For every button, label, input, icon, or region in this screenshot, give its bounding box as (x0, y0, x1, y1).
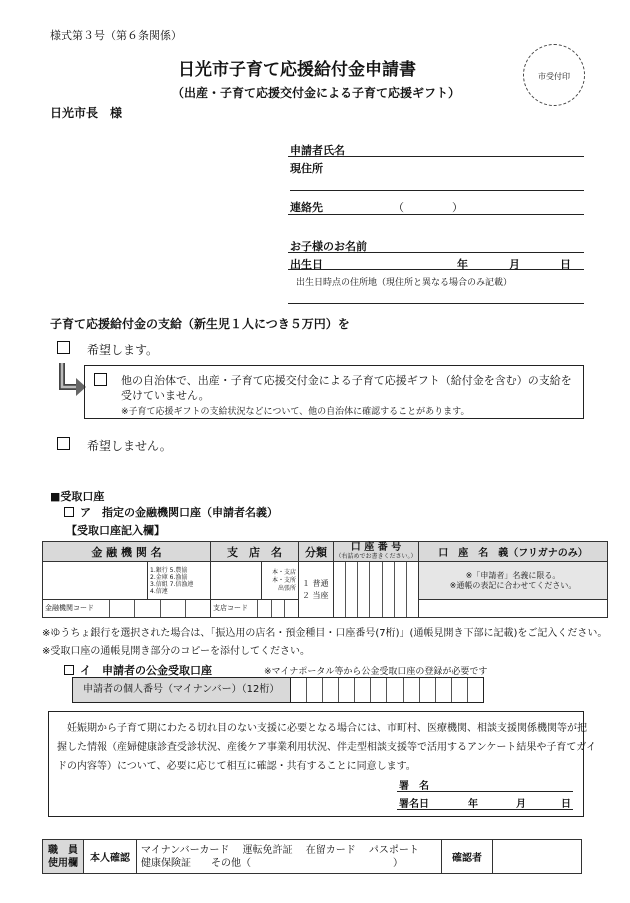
option-i-label: イ 申請者の公金受取口座 (80, 664, 212, 677)
sign-day: 日 (561, 799, 571, 810)
yucho-note: ※ゆうちょ銀行を選択された場合は、「振込用の店名・預金種目・口座番号(7桁)」(通帳見開き下部に記載)をご記入ください。 (42, 628, 608, 639)
desire-label: 希望します。 (87, 343, 159, 357)
birth-address-label: 出生日時点の住所地（現住所と異なる場合のみ記載） (296, 278, 513, 288)
bank-type-option: 1.銀行 5.農協 (150, 566, 188, 574)
option-a-checkbox[interactable] (64, 507, 74, 517)
birth-month: 月 (509, 258, 520, 271)
option-i-checkbox[interactable] (64, 665, 74, 675)
sign-year: 年 (468, 799, 478, 810)
no-desire-checkbox[interactable] (57, 437, 70, 450)
copy-note: ※受取口座の通帳見開き部分のコピーを添付してください。 (42, 646, 310, 657)
account-number-header (334, 542, 419, 562)
other-municipality-box (84, 365, 584, 419)
sign-month: 月 (516, 799, 526, 810)
bank-name-cell[interactable] (43, 562, 148, 600)
id-documents-line-1: マイナンバーカード 運転免許証 在留カード パスポート (141, 844, 419, 856)
bank-type-option: 2.金庫 6.漁協 (150, 573, 188, 581)
other-municipality-line2: 受けていません。 (121, 389, 210, 402)
no-desire-label: 希望しません。 (87, 439, 172, 453)
id-check-label: 本人確認 (84, 840, 137, 874)
contact-paren-open: （ (393, 201, 404, 214)
bank-code-cell[interactable] (43, 600, 211, 618)
account-type-option: １ 普通 (302, 578, 329, 588)
staff-label-2: 使用欄 (48, 857, 78, 869)
bank-type-option: 3.信組 7.信漁連 (150, 580, 194, 588)
checker-label: 確認者 (442, 840, 493, 874)
staff-label-1: 職 員 (48, 844, 78, 856)
address-label: 現住所 (290, 162, 323, 175)
branch-code-label: 支店コード (211, 600, 258, 617)
entry-heading: 【受取口座記入欄】 (66, 524, 165, 537)
branch-name-cell[interactable] (211, 562, 262, 600)
bank-account-table (42, 541, 608, 618)
id-documents-line-2: 健康保険証 その他（ (141, 857, 251, 869)
bank-type-list (148, 562, 211, 600)
city-stamp-circle (523, 44, 585, 106)
holder-note-cell (419, 562, 608, 600)
account-number-header-label: 口 座 番 号 (350, 541, 402, 553)
consent-line-2: 握した情報（産婦健康診査受診状況、産後ケア事業利用状況、伴走型相談支援等で活用するアンケート結果や子育てガイ (57, 742, 597, 753)
page-title: 日光市子育て応援給付金申請書 (178, 60, 416, 80)
checker-cell[interactable] (493, 840, 582, 874)
desire-checkbox[interactable] (57, 341, 70, 354)
option-a-label: ア 指定の金融機関口座（申請者名義） (80, 506, 278, 519)
signature-label: 署 名 (399, 781, 429, 792)
type-header: 分類 (299, 542, 334, 562)
account-type-option: ２ 当座 (302, 590, 329, 600)
other-municipality-note: ※子育て応援ギフトの支給状況などについて、他の自治体に確認することがあります。 (121, 407, 470, 417)
birth-year: 年 (457, 258, 468, 271)
consent-line-1: 妊娠期から子育て期にわたる切れ目のない支援に必要となる場合には、市町村、医療機関、相談支援関係機関等が把 (57, 723, 587, 734)
account-type-list (299, 562, 334, 618)
sign-date-label: 署名日 (399, 799, 429, 810)
consent-box (48, 711, 597, 817)
payment-statement: 子育て応援給付金の支給（新生児１人につき５万円）を (50, 317, 350, 331)
child-name-label: お子様のお名前 (290, 240, 367, 253)
mynumber-label: 申請者の個人番号（マイナンバー）（12桁） (73, 678, 291, 702)
other-municipality-line1: 他の自治体で、出産・子育て応援交付金による子育て応援ギフト（給付金を含む）の支給を (121, 374, 572, 387)
branch-type-option: 本・支店 (271, 568, 296, 576)
mynumber-input-cells[interactable] (291, 678, 483, 702)
holder-note-2: ※通帳の表記に合わせてください。 (449, 580, 577, 590)
bank-code-label: 金融機関コード (43, 600, 110, 617)
city-stamp-label: 市受付印 (538, 72, 570, 81)
branch-type-option: 本・支所 (271, 576, 296, 584)
id-documents[interactable] (137, 840, 442, 874)
staff-use-table (42, 839, 582, 874)
birth-day: 日 (560, 258, 571, 271)
consent-line-3: ドの内容等）について、必要に応じて相互に確認・共有することに同意します。 (57, 761, 416, 772)
option-i-note: ※マイナポータル等から公金受取口座の登録が必要です (264, 667, 488, 677)
id-documents-close: ） (393, 857, 403, 869)
branch-name-header: 支 店 名 (211, 542, 299, 562)
addressee: 日光市長 様 (50, 106, 123, 120)
mynumber-row (72, 677, 484, 703)
contact-label: 連絡先 (290, 201, 323, 214)
staff-use-label (43, 840, 84, 874)
birth-date-label: 出生日 (290, 258, 323, 271)
bank-name-header: 金 融 機 関 名 (43, 542, 211, 562)
bank-type-option: 4.信連 (150, 587, 168, 595)
page-subtitle: （出産・子育て応援交付金による子育て応援ギフト） (172, 86, 461, 100)
branch-type-option: 出張所 (277, 584, 296, 592)
holder-note-1: ※「申請者」名義に限る。 (465, 570, 561, 580)
holder-header: 口 座 名 義（フリガナのみ） (419, 542, 608, 562)
contact-paren-close: ） (452, 201, 463, 214)
applicant-name-label: 申請者氏名 (290, 144, 345, 157)
form-number: 様式第３号（第６条関係） (50, 29, 182, 42)
holder-name-cell[interactable] (419, 600, 608, 618)
branch-code-cell[interactable] (211, 600, 299, 618)
account-number-cells[interactable] (334, 562, 419, 618)
other-municipality-checkbox[interactable] (94, 373, 107, 386)
account-number-header-note: （右詰めでお書きください。） (335, 552, 417, 560)
account-heading: ■受取口座 (50, 490, 105, 503)
branch-type-list (262, 562, 299, 600)
